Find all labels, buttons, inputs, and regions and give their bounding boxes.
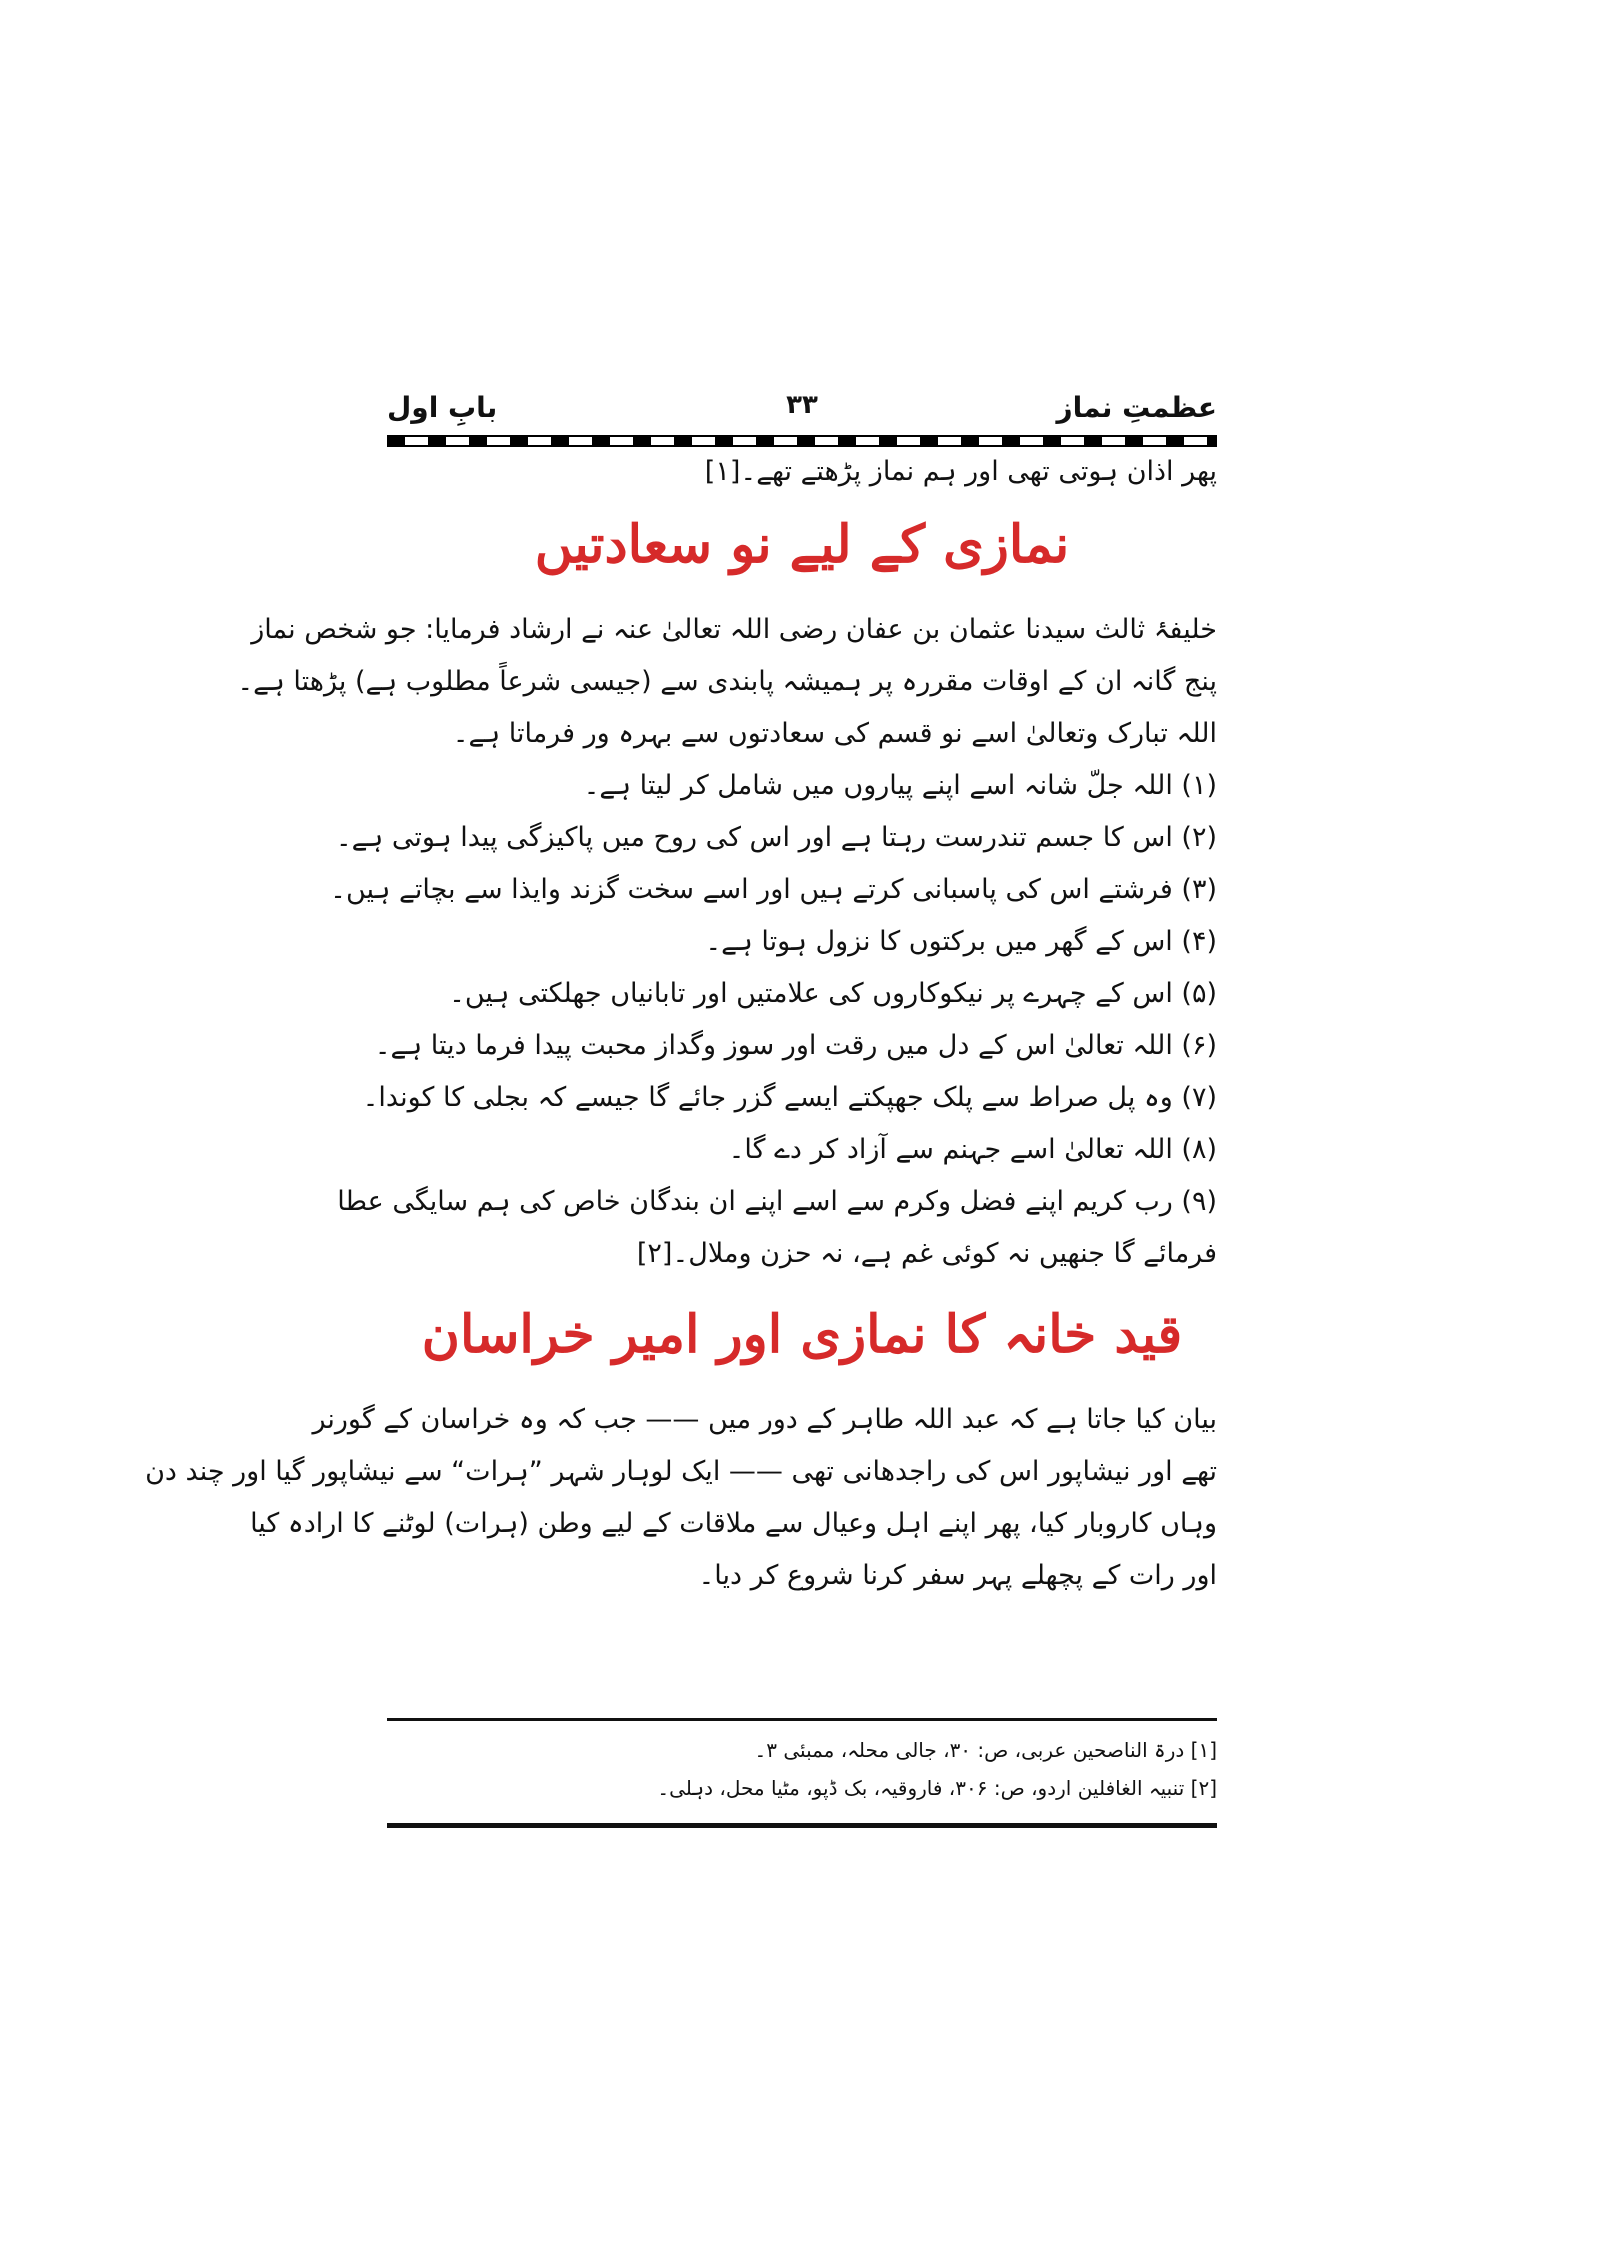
footnote-divider-top bbox=[387, 1718, 1217, 1721]
section-heading-prisoner: قید خانہ کا نمازی اور امیر خراسان bbox=[421, 1304, 1183, 1365]
footnote-divider-bottom bbox=[387, 1823, 1217, 1828]
footnote-1: [۱] درۃ الناصحین عربی، ص: ۳۰، جالی محلہ، ممبئی ۳۔ bbox=[754, 1738, 1217, 1762]
list-item: (۱) اللہ جلّ شانہ اسے اپنے پیاروں میں شامل کر لیتا ہے۔ bbox=[583, 770, 1217, 801]
paragraph-line: خلیفۂ ثالث سیدنا عثمان بن عفان رضی اللہ تعالیٰ عنہ نے ارشاد فرمایا: جو شخص نماز bbox=[251, 614, 1217, 645]
list-item: (۸) اللہ تعالیٰ اسے جہنم سے آزاد کر دے گا۔ bbox=[728, 1134, 1217, 1165]
list-item: (۶) اللہ تعالیٰ اس کے دل میں رقت اور سوز وگداز محبت پیدا فرما دیتا ہے۔ bbox=[374, 1030, 1217, 1061]
list-item: (۳) فرشتے اس کی پاسبانی کرتے ہیں اور اسے سخت گزند وایذا سے بچاتے ہیں۔ bbox=[330, 874, 1217, 905]
list-item: (۷) وہ پل صراط سے پلک جھپکتے ایسے گزر جائے گا جیسے کہ بجلی کا کوندا۔ bbox=[362, 1082, 1217, 1113]
list-item: (۵) اس کے چہرے پر نیکوکاروں کی علامتیں اور تابانیاں جھلکتی ہیں۔ bbox=[449, 978, 1217, 1009]
book-page bbox=[145, 0, 1217, 2264]
book-title: عظمتِ نماز bbox=[1056, 391, 1217, 424]
paragraph-line: اور رات کے پچھلے پہر سفر کرنا شروع کر دیا۔ bbox=[698, 1560, 1217, 1591]
list-item: (۹) رب کریم اپنے فضل وکرم سے اسے اپنے ان بندگان خاص کی ہم سایگی عطا bbox=[337, 1186, 1217, 1217]
paragraph-line: تھے اور نیشاپور اس کی راجدھانی تھی —— ایک لوہار شہر ”ہرات“ سے نیشاپور گیا اور چند دن bbox=[145, 1456, 1217, 1487]
section-heading-nine-blessings: نمازی کے لیے نو سعادتیں bbox=[534, 514, 1070, 575]
running-header bbox=[387, 380, 1217, 424]
header-divider bbox=[387, 435, 1217, 447]
footnote-2: [۲] تنبیہ الغافلین اردو، ص: ۳۰۶، فاروقیہ، بک ڈپو، مٹیا محل، دہلی۔ bbox=[657, 1776, 1217, 1800]
paragraph-line: وہاں کاروبار کیا، پھر اپنے اہل وعیال سے ملاقات کے لیے وطن (ہرات) لوٹنے کا ارادہ کیا bbox=[250, 1508, 1217, 1539]
list-item: (۲) اس کا جسم تندرست رہتا ہے اور اس کی روح میں پاکیزگی پیدا ہوتی ہے۔ bbox=[335, 822, 1217, 853]
chapter-label: بابِ اول bbox=[387, 391, 498, 424]
page-number: ۳۳ bbox=[786, 390, 818, 420]
paragraph-line: پنج گانہ ان کے اوقات مقررہ پر ہمیشہ پابندی سے (جیسی شرعاً مطلوب ہے) پڑھتا ہے۔ bbox=[237, 666, 1217, 697]
list-item-continuation: فرمائے گا جنھیں نہ کوئی غم ہے، نہ حزن وملال۔[۲] bbox=[636, 1238, 1217, 1269]
intro-line: پھر اذان ہوتی تھی اور ہم نماز پڑھتے تھے۔[۱] bbox=[704, 456, 1217, 487]
paragraph-line: اللہ تبارک وتعالیٰ اسے نو قسم کی سعادتوں سے بہرہ ور فرماتا ہے۔ bbox=[452, 718, 1217, 749]
paragraph-line: بیان کیا جاتا ہے کہ عبد اللہ طاہر کے دور میں —— جب کہ وہ خراسان کے گورنر bbox=[312, 1404, 1217, 1435]
list-item: (۴) اس کے گھر میں برکتوں کا نزول ہوتا ہے۔ bbox=[705, 926, 1217, 957]
